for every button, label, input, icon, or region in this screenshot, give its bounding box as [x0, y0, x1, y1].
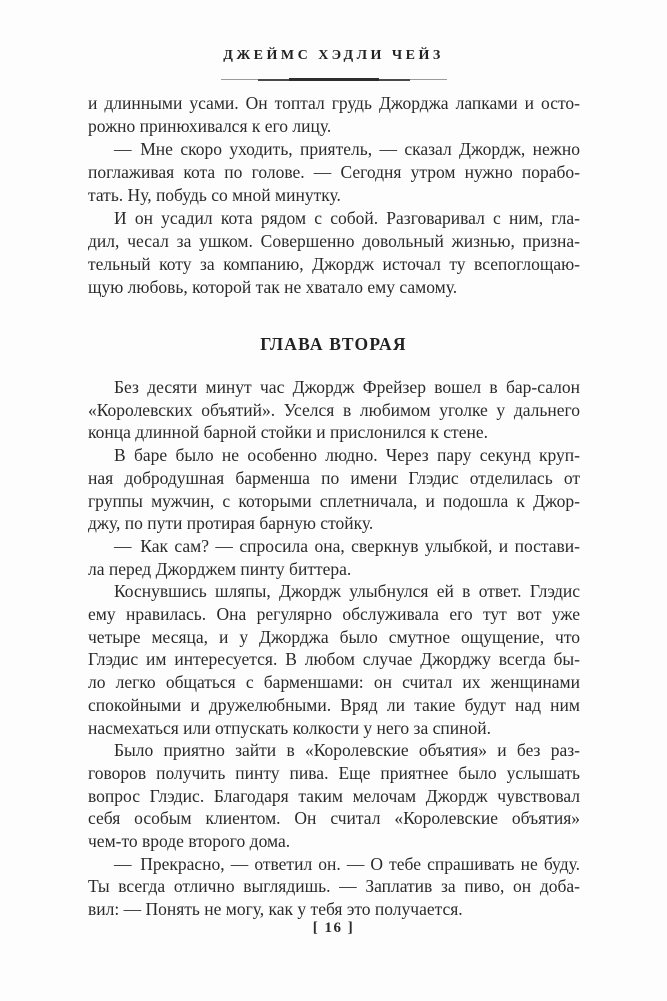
paragraph [88, 535, 580, 580]
text-line: ло легко общаться с барменшами: он считал их женщинами [88, 672, 580, 693]
paragraph [88, 853, 580, 921]
text-line: — Как сам? — спросила она, сверкнув улыбкой, и постави- [114, 535, 580, 556]
text-line: Глэдис им интересуется. В любом случае Джорджу всегда бы- [88, 649, 580, 670]
header-divider-ornament [221, 77, 447, 83]
text-line: вил: — Понять не могу, как у тебя это получается. [88, 899, 463, 920]
text-line: себя особым клиентом. Он считал «Королевские объятия» [88, 808, 580, 829]
text-line: щую любовь, которой так не хватало ему самому. [88, 277, 458, 297]
text-line: говоров получить пинту пива. Еще приятнее было услышать [88, 762, 580, 783]
paragraph [88, 444, 580, 535]
text-line: конца длинной барной стойки и прислонился к стене. [88, 422, 488, 443]
paragraph [88, 580, 580, 739]
text-block-before-chapter [88, 92, 580, 299]
paragraph [88, 92, 580, 138]
text-line: дил, чесал за ушком. Совершенно довольный жизнью, призна- [88, 231, 580, 251]
text-line: спокойными и дружелюбными. Вряд ли такие будут над ним [88, 694, 580, 715]
text-line: В баре было не особенно людно. Через пару секунд круп- [114, 445, 580, 466]
text-line: — Мне скоро уходить, приятель, — сказал Джордж, нежно [114, 139, 580, 159]
text-line: поглаживая кота по голове. — Сегодня утром нужно порабо- [88, 162, 580, 182]
page-number: [ 16 ] [312, 920, 355, 936]
paragraph [88, 207, 580, 299]
text-line: рожно принюхивался к его лицу. [88, 116, 332, 136]
text-line: ему нравилась. Она регулярно обслуживала его тут вот уже [88, 604, 580, 625]
text-line: группы мужчин, с которыми сплетничала, и подошла к Джор- [88, 490, 580, 511]
text-line: ла перед Джорджем пинту биттера. [88, 558, 352, 579]
paragraph [88, 138, 580, 207]
paragraph [88, 376, 580, 444]
text-line: и длинными усами. Он топтал грудь Джорджа лапками и осто- [88, 93, 580, 113]
text-line: четыре месяца, и у Джорджа было смутное ощущение, что [88, 626, 580, 647]
text-line: тать. Ну, побудь со мной минутку. [88, 185, 341, 205]
text-line: насмехаться или отпускать колкости у него за спиной. [88, 717, 491, 738]
running-header-author: ДЖЕЙМС ХЭДЛИ ЧЕЙЗ [223, 48, 444, 63]
text-line: тельный коту за компанию, Джордж источал ту всепоглощаю- [88, 254, 580, 274]
text-line: чем-то вроде второго дома. [88, 831, 291, 852]
text-line: Коснувшись шляпы, Джордж улыбнулся ей в ответ. Глэдис [114, 581, 580, 602]
text-line: Без десяти минут час Джордж Фрейзер вошел в бар-салон [114, 377, 580, 397]
page-footer [0, 919, 667, 937]
text-line: ная добродушная барменша по имени Глэдис отделилась от [88, 467, 580, 488]
chapter-heading: ГЛАВА ВТОРАЯ [260, 334, 407, 354]
paragraph [88, 739, 580, 853]
text-line: Было приятно зайти в «Королевские объятия» и без раз- [114, 740, 580, 761]
text-line: вопрос Глэдис. Благодаря таким мелочам Джордж чувствовал [88, 785, 580, 806]
text-line: И он усадил кота рядом с собой. Разговаривал с ним, гла- [114, 208, 580, 228]
text-line: — Прекрасно, — ответил он. — О тебе спрашивать не буду. [114, 853, 580, 874]
divider-thick-line [289, 78, 379, 81]
text-line: «Королевских объятий». Уселся в любимом уголке у дальнего [88, 399, 580, 420]
text-line: джу, по пути протирая барную стойку. [88, 513, 374, 534]
text-block-after-chapter [88, 376, 580, 921]
text-line: Ты всегда отлично выглядишь. — Заплатив за пиво, он доба- [88, 876, 580, 897]
